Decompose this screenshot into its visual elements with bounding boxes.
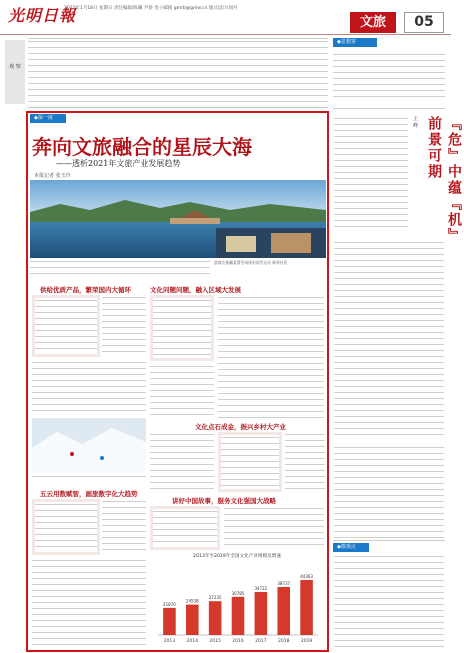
subheadline: ——透析2021年文旅产业发展趋势 bbox=[56, 159, 181, 168]
photo-caption-right: 游客在新疆某滑雪场体验冰雪运动 新华社发 bbox=[214, 260, 288, 265]
summary-box-3 bbox=[218, 432, 282, 492]
col3-text-a bbox=[218, 295, 324, 419]
summary-box-5 bbox=[150, 506, 220, 550]
data-label-2014: 24538 bbox=[185, 598, 199, 604]
lead-tab: ◆深一度 bbox=[30, 114, 66, 123]
column-title: 『危』中蕴『机』前景可期 bbox=[426, 116, 462, 237]
right-text-a bbox=[334, 116, 408, 231]
chart-plot bbox=[150, 561, 324, 647]
bar-2015 bbox=[209, 601, 222, 635]
right-text-b bbox=[334, 240, 444, 440]
bar-2019 bbox=[300, 580, 313, 635]
col1-text-d bbox=[32, 558, 146, 648]
summary-box-1 bbox=[32, 295, 100, 357]
bar-2013 bbox=[163, 608, 176, 635]
headline: 奔向文旅融合的星辰大海 bbox=[32, 135, 252, 159]
qr-tab: ◆思想客 bbox=[333, 38, 377, 47]
column-author: 王 峰 bbox=[412, 116, 418, 128]
bar-2018 bbox=[277, 587, 290, 635]
bar-2017 bbox=[255, 592, 268, 635]
masthead bbox=[0, 0, 451, 35]
col2-text-b bbox=[150, 432, 214, 492]
summary-box-2 bbox=[150, 295, 214, 361]
right-top-text bbox=[333, 52, 445, 102]
col2-text-a bbox=[150, 364, 214, 419]
section-head-1: 供给优质产品，繁荣国内大循环 bbox=[40, 286, 131, 294]
section-head-4: 五云用数赋智，画旅数字化大趋势 bbox=[40, 490, 138, 498]
section-head-5: 讲好中国故事，服务文化强国大战略 bbox=[172, 497, 276, 505]
tick-label-2018: 2018 bbox=[277, 639, 290, 644]
bottom-tab: ◆微观点 bbox=[333, 543, 369, 552]
bottom-rule bbox=[333, 540, 445, 550]
bar-2016 bbox=[232, 597, 245, 635]
dateline: 2021年1月18日 星期日 责任编辑/陈曦 尹晨 电子邮箱 gmrb@gmw.cn 版式设计/刘丹 bbox=[64, 6, 238, 11]
col3-text-c bbox=[224, 506, 324, 550]
section-head-2: 文化问题问题，融入区域大发展 bbox=[150, 286, 241, 294]
inset-photo bbox=[216, 228, 326, 258]
col1-text-c bbox=[102, 499, 146, 555]
snow-photo-caption bbox=[32, 474, 146, 482]
top-note-text bbox=[28, 38, 328, 108]
right-text-c bbox=[334, 445, 444, 540]
tick-label-2013: 2013 bbox=[163, 639, 176, 644]
qr-header bbox=[333, 38, 445, 50]
tick-label-2015: 2015 bbox=[209, 639, 221, 644]
side-tag: 观 察 bbox=[5, 40, 25, 104]
chart-title: 2013年至2019年全国文化产业规模及增速 bbox=[193, 554, 281, 559]
tick-label-2014: 2014 bbox=[186, 639, 199, 644]
tick-label-2016: 2016 bbox=[232, 639, 244, 644]
tick-label-2019: 2019 bbox=[300, 639, 313, 644]
data-label-2013: 21870 bbox=[163, 601, 176, 607]
data-label-2018: 38737 bbox=[277, 580, 291, 586]
ski-photo-illustration bbox=[32, 418, 146, 472]
data-label-2019: 44363 bbox=[300, 573, 313, 579]
col1-text-b bbox=[32, 360, 146, 415]
data-label-2015: 27235 bbox=[208, 595, 222, 601]
page-number: 05 bbox=[404, 12, 444, 33]
resort-photo-illustration bbox=[216, 228, 326, 258]
col1-text-a bbox=[102, 295, 146, 357]
byline: 本报记者 张玉玲 bbox=[34, 173, 71, 179]
industry-chart bbox=[150, 553, 324, 649]
data-label-2017: 34722 bbox=[254, 585, 268, 591]
right-text-d bbox=[334, 554, 444, 650]
section-name: 文旅 bbox=[350, 12, 396, 33]
summary-box-4 bbox=[32, 499, 100, 555]
newspaper-logo: 光明日報 bbox=[8, 6, 77, 25]
snow-photo bbox=[32, 418, 146, 472]
tick-label-2017: 2017 bbox=[255, 639, 267, 644]
data-label-2016: 30785 bbox=[231, 590, 245, 596]
section-head-3: 文化点石成金，振兴乡村大产业 bbox=[195, 423, 286, 431]
photo-caption-left bbox=[30, 259, 210, 277]
col3-text-b bbox=[285, 432, 325, 492]
bar-2014 bbox=[186, 605, 199, 635]
